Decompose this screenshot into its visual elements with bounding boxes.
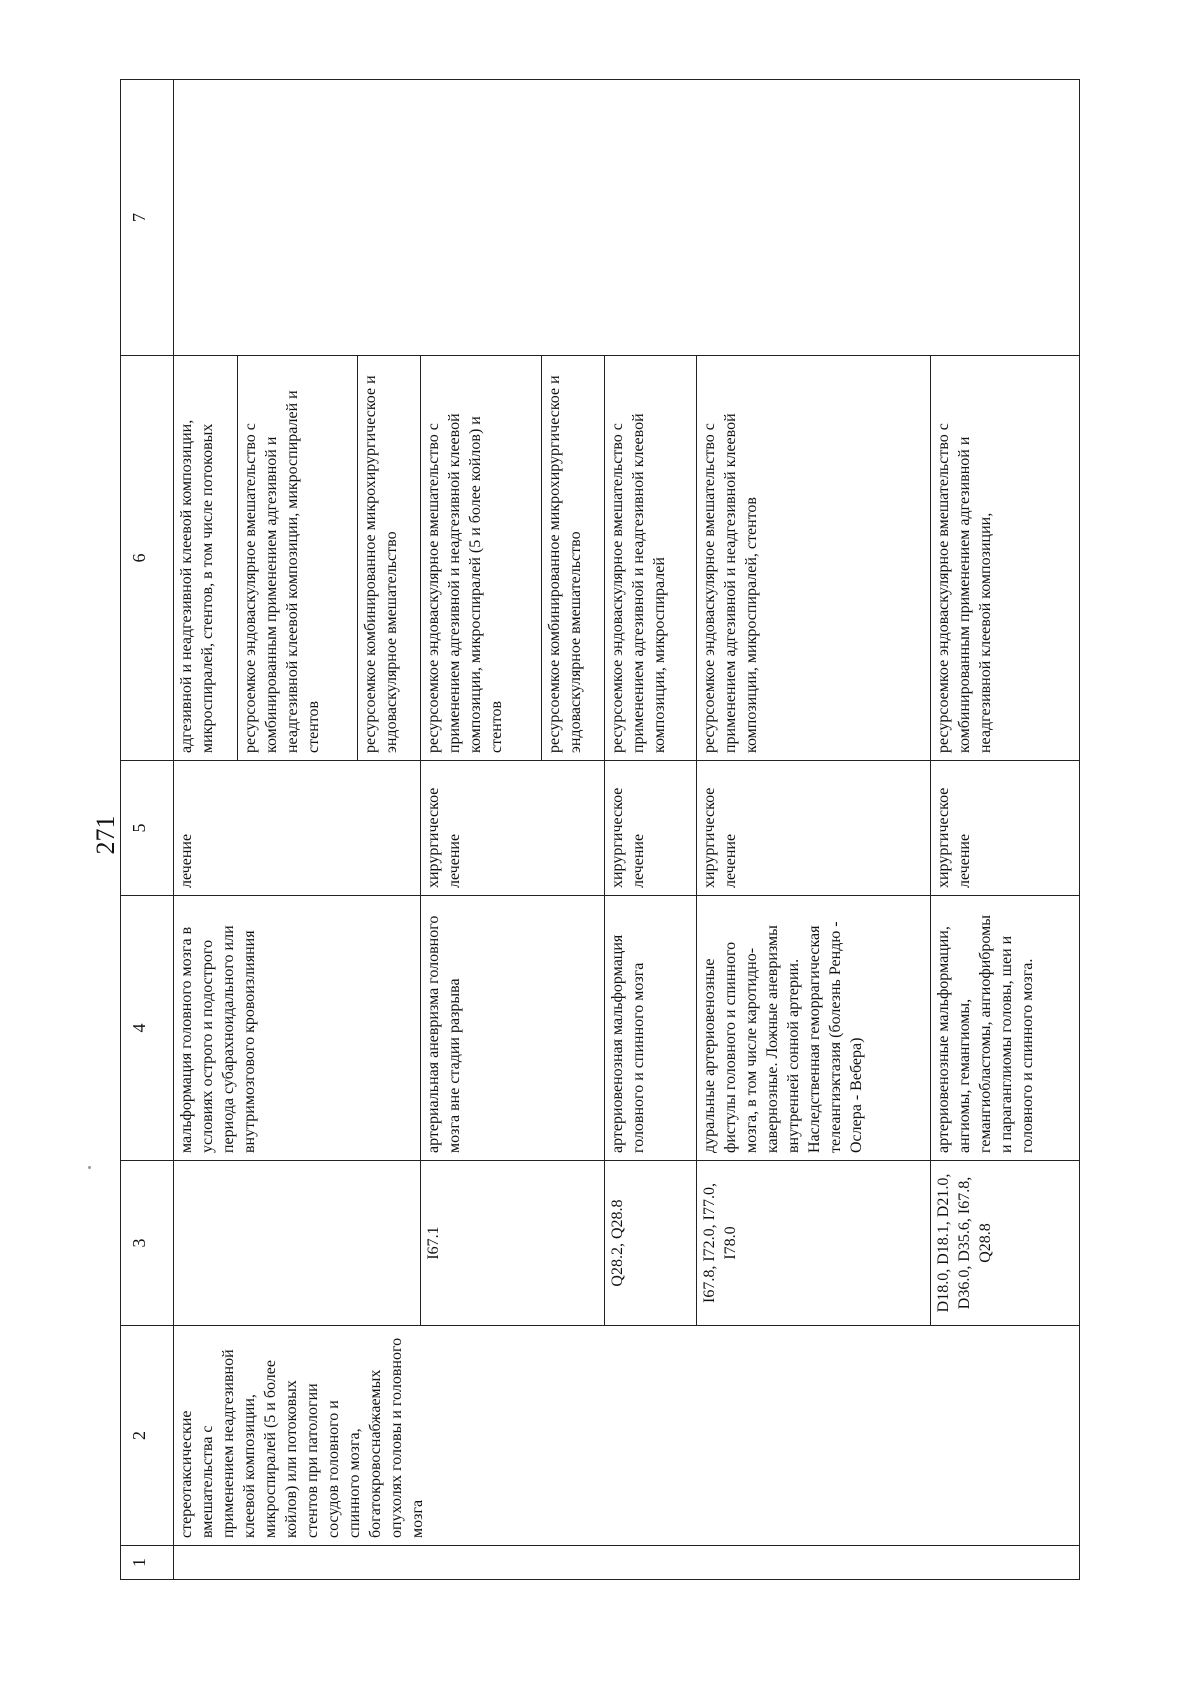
icd-codes-cell: Q28.2, Q28.8 <box>605 1161 697 1326</box>
diagnosis-cell: мальформация головного мозга в условиях острого и подострого периода субарахноидального или внутримозгового кровоизлияния <box>174 896 421 1161</box>
diagnosis-cell: артериовенозные мальформации, ангиомы, гемангиомы, гемангиобластомы, ангиофибромы и параганглиомы головы, шеи и головного и спинного мозга. <box>931 896 1080 1161</box>
method-cell: ресурсоемкое эндоваскулярное вмешательство с применением адгезивной и неадгезивной клеевой композиции, микроспиралей (5 и более койлов) и стентов <box>421 356 541 761</box>
method-cell: ресурсоемкое эндоваскулярное вмешательство с комбинированным применением адгезивной и неадгезивной клеевой композиции, <box>931 356 1080 761</box>
method-cell: ресурсоемкое эндоваскулярное вмешательство с применением адгезивной и неадгезивной клеевой композиции, микроспиралей <box>605 356 697 761</box>
header-col-2: 2 <box>121 1326 174 1546</box>
diagnosis-cell: дуральные артериовенозные фистулы головного и спинного мозга, в том числе каротидно-кавернозные. Ложные аневризмы внутренней сонной артерии. Наследственная геморрагическая телеангиэктазия (болезнь Рендю - Ослера - Вебера) <box>697 896 931 1161</box>
method-cell: адгезивной и неадгезивной клеевой композиции, микроспиралей, стентов, в том числе потоковых <box>174 356 238 761</box>
header-col-1: 1 <box>121 1546 174 1580</box>
table-row <box>174 80 238 1580</box>
icd-codes-cell: I67.8, I72.0, I77.0, I78.0 <box>697 1161 931 1326</box>
header-col-5: 5 <box>121 761 174 896</box>
header-col-4: 4 <box>121 896 174 1161</box>
rotated-table-container <box>120 80 1080 1580</box>
header-row <box>121 80 174 1580</box>
diagnosis-cell: артериовенозная мальформация головного и спинного мозга <box>605 896 697 1161</box>
page-number: 271 <box>91 815 120 855</box>
treatment-type-cell: хирургическое лечение <box>697 761 931 896</box>
icd-codes-cell: I67.1 <box>421 1161 605 1326</box>
method-cell: ресурсоемкое комбинированное микрохирургическое и эндоваскулярное вмешательство <box>357 356 421 761</box>
icd-codes-cell <box>174 1161 421 1326</box>
scan-speck <box>88 1166 91 1169</box>
procedures-table <box>120 79 1080 1580</box>
treatment-type-cell: хирургическое лечение <box>605 761 697 896</box>
treatment-type-cell: хирургическое лечение <box>421 761 605 896</box>
treatment-type-cell: лечение <box>174 761 421 896</box>
icd-codes-cell: D18.0, D18.1, D21.0, D36.0, D35.6, I67.8, Q28.8 <box>931 1161 1080 1326</box>
method-cell: ресурсоемкое эндоваскулярное вмешательство с применением адгезивной и неадгезивной клеевой композиции, микроспиралей, стентов <box>697 356 931 761</box>
diagnosis-cell: артериальная аневризма головного мозга вне стадии разрыва <box>421 896 605 1161</box>
header-col-7: 7 <box>121 80 174 356</box>
method-group-cell: стереотаксические вмешательства с применением неадгезивной клеевой композиции, микроспиралей (5 и более койлов) или потоковых стентов при патологии сосудов головного и спинного мозга, богатокровоснабжаемых опухолях головы и головного мозга <box>174 1326 1080 1546</box>
method-cell: ресурсоемкое эндоваскулярное вмешательство с комбинированным применением адгезивной и неадгезивной клеевой композиции, микроспиралей и стентов <box>237 356 357 761</box>
header-col-3: 3 <box>121 1161 174 1326</box>
row-number-cell <box>174 1546 1080 1580</box>
method-cell: ресурсоемкое комбинированное микрохирургическое и эндоваскулярное вмешательство <box>541 356 605 761</box>
cost-cell <box>174 80 1080 356</box>
header-col-6: 6 <box>121 356 174 761</box>
treatment-type-cell: хирургическое лечение <box>931 761 1080 896</box>
